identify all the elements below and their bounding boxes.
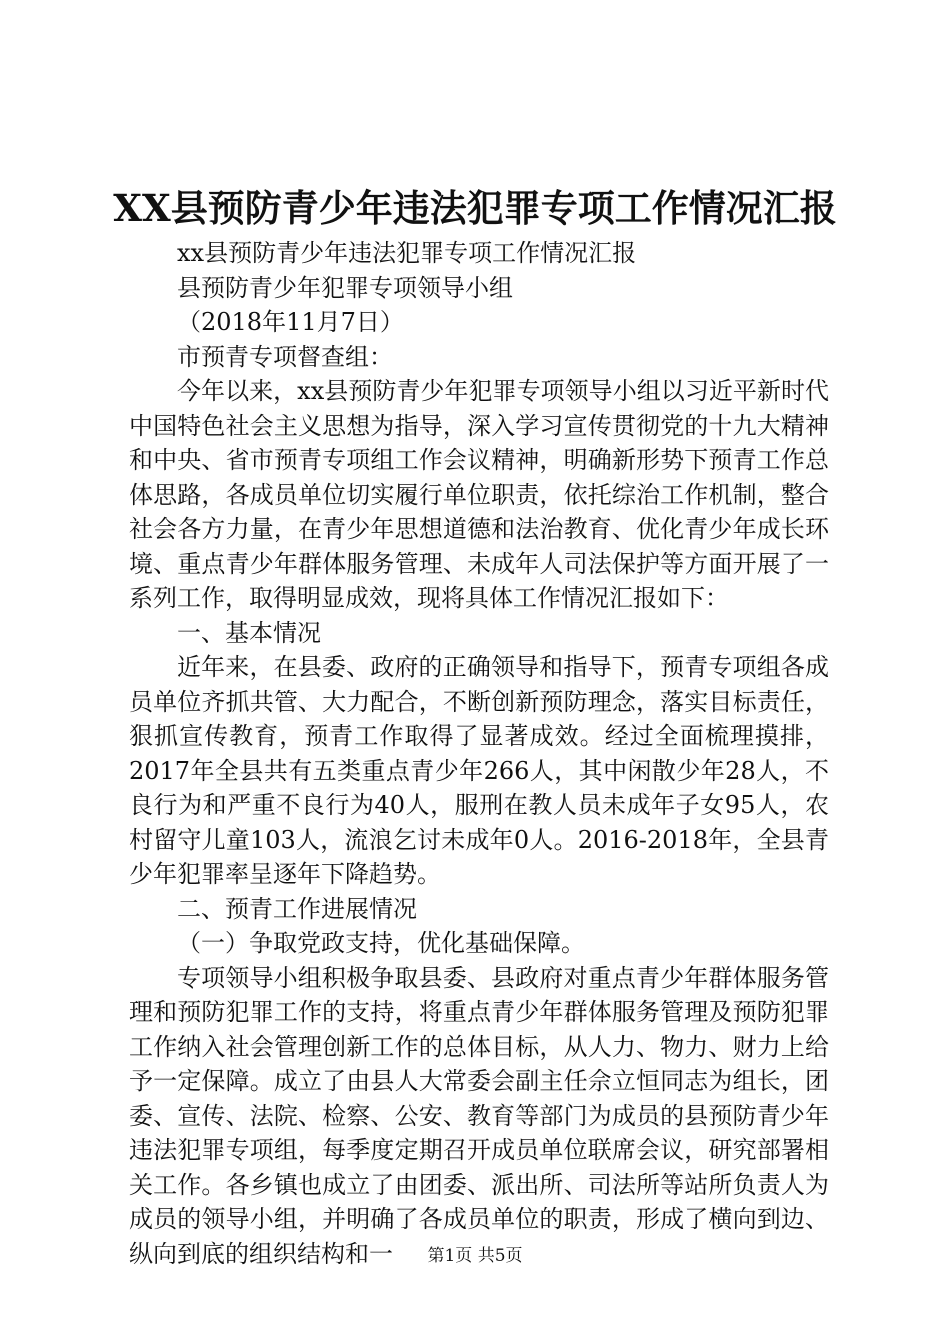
section-heading-basic: 一、基本情况	[177, 618, 321, 647]
paragraph-intro: 今年以来，xx县预防青少年犯罪专项领导小组以习近平新时代中国特色社会主义思想为指导，深入学习宣传贯彻党的十九大精神和中央、省市预青专项组工作会议精神，明确新形势下预青工作总体思路，各成员单位切实履行单位职责，依托综治工作机制，整合社会各方力量，在青少年思想道德和法治教育、优化青少年成长环境、重点青少年群体服务管理、未成年人司法保护等方面开展了一系列工作，取得明显成效，现将具体工作情况汇报如下：	[129, 377, 829, 612]
page-footer: 第1页 共5页	[427, 1246, 523, 1266]
subsection-heading-1: （一）争取党政支持，优化基础保障。	[177, 929, 585, 957]
document-body	[129, 236, 829, 1271]
date-line: （2018年11月7日）	[177, 308, 404, 336]
issuer-line: 县预防青少年犯罪专项领导小组	[177, 273, 513, 302]
subtitle-line: xx县预防青少年违法犯罪专项工作情况汇报	[177, 239, 637, 267]
salutation: 市预青专项督查组：	[177, 342, 393, 371]
document-title: XX县预防青少年违法犯罪专项工作情况汇报	[113, 186, 837, 230]
section-heading-progress: 二、预青工作进展情况	[177, 894, 417, 923]
paragraph-support: 专项领导小组积极争取县委、县政府对重点青少年群体服务管理和预防犯罪工作的支持，将重点青少年群体服务管理及预防犯罪工作纳入社会管理创新工作的总体目标，从人力、物力、财力上给予一定保障。成立了由县人大常委会副主任佘立恒同志为组长，团委、宣传、法院、检察、公安、教育等部门为成员的县预防青少年违法犯罪专项组，每季度定期召开成员单位联席会议，研究部署相关工作。各乡镇也成立了由团委、派出所、司法所等站所负责人为成员的领导小组，并明确了各成员单位的职责，形成了横向到边、纵向到底的组织结构和一	[129, 963, 829, 1268]
paragraph-basic: 近年来，在县委、政府的正确领导和指导下，预青专项组各成员单位齐抓共管、大力配合，不断创新预防理念，落实目标责任，狠抓宣传教育，预青工作取得了显著成效。经过全面梳理摸排，2017年全县共有五类重点青少年266人，其中闲散少年28人，不良行为和严重不良行为40人，服刑在教人员未成年子女95人，农村留守儿童103人，流浪乞讨未成年0人。2016-2018年，全县青少年犯罪率呈逐年下降趋势。	[129, 653, 829, 888]
